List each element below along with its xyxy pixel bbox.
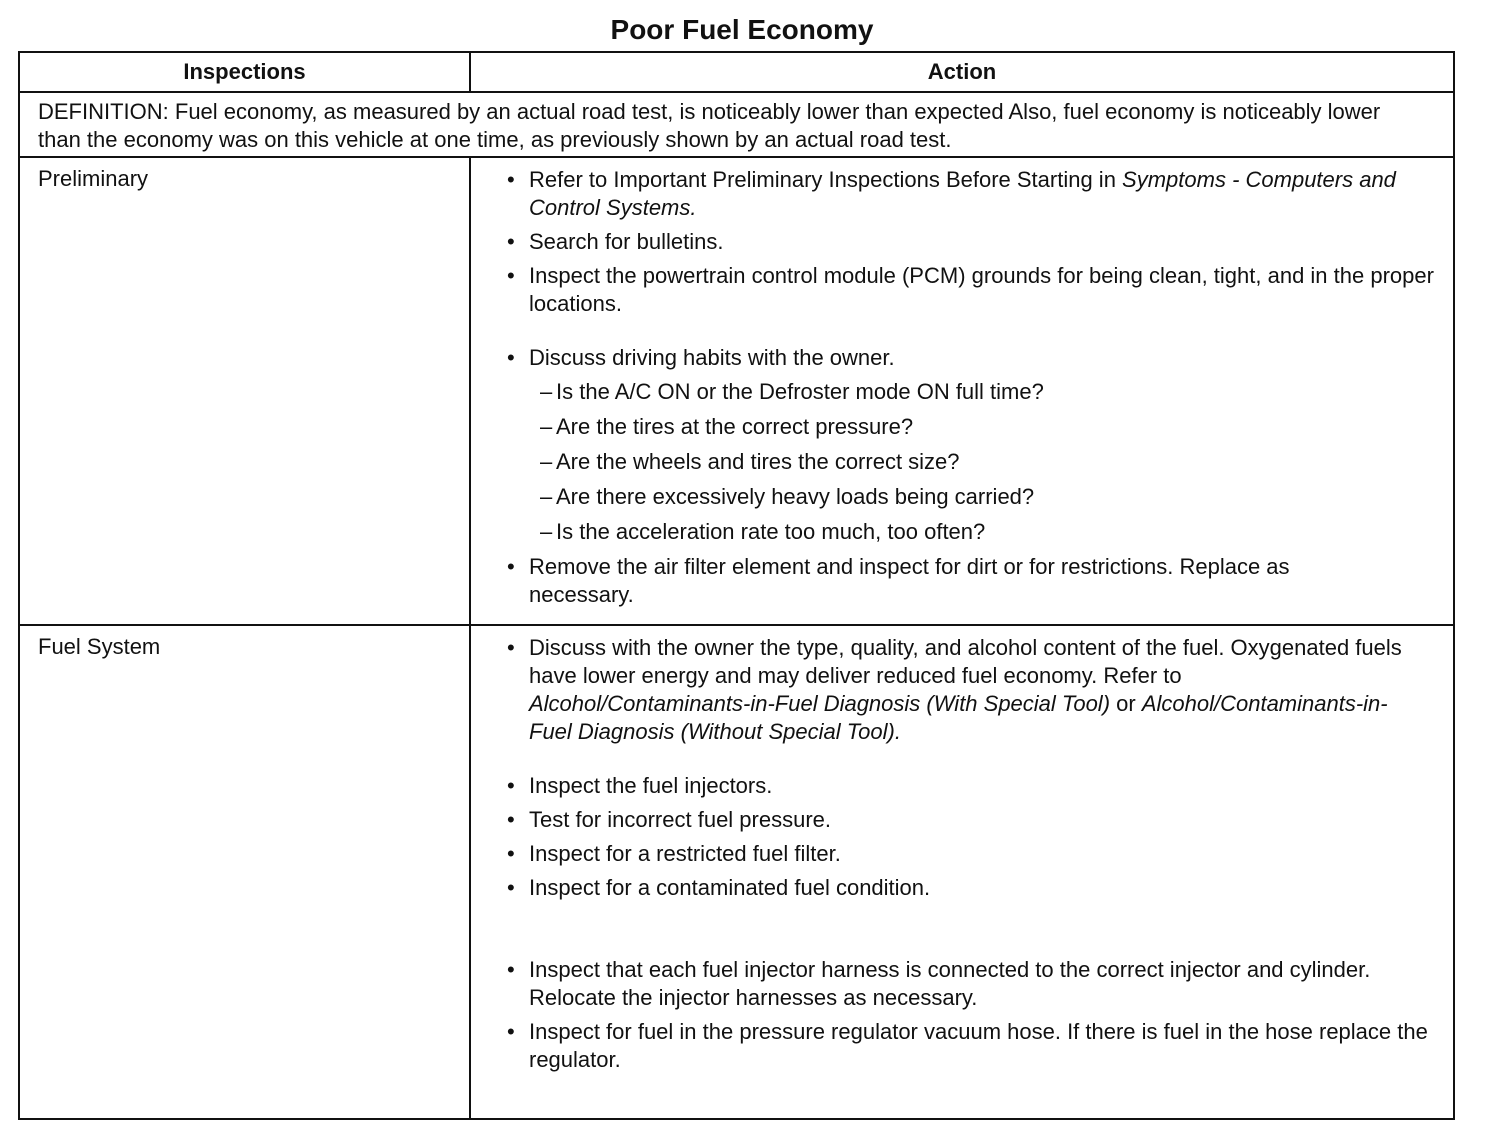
action-text: or [1110, 691, 1142, 716]
list-item: • Search for bulletins. [503, 228, 1443, 256]
sub-item: – Are the tires at the correct pressure? [503, 413, 1443, 441]
header-inspections: Inspections [183, 59, 306, 84]
diagnostic-table [18, 51, 1455, 1120]
list-item [503, 166, 1443, 222]
list-item: • Inspect for a restricted fuel filter. [503, 840, 1443, 868]
list-item: • Inspect for fuel in the pressure regulator vacuum hose. If there is fuel in the hose replace the regulator. [503, 1018, 1443, 1074]
column-divider [469, 158, 471, 624]
sub-item: – Are there excessively heavy loads being carried? [503, 483, 1443, 511]
action-list [503, 166, 1443, 615]
list-item: • Inspect the fuel injectors. [503, 772, 1443, 800]
inspection-label: Preliminary [38, 166, 149, 191]
table-row [20, 158, 1453, 626]
inspection-label: Fuel System [38, 634, 161, 659]
list-item: • Discuss driving habits with the owner. [503, 344, 1443, 372]
list-item: • Inspect the powertrain control module (PCM) grounds for being clean, tight, and in the proper locations. [503, 262, 1443, 318]
header-action: Action [927, 59, 997, 84]
column-divider [469, 626, 471, 1118]
list-item: • Test for incorrect fuel pressure. [503, 806, 1443, 834]
sub-item: – Are the wheels and tires the correct size? [503, 448, 1443, 476]
list-item: • Remove the air filter element and inspect for dirt or for restrictions. Replace as necessary. [503, 553, 1443, 609]
page-title: Poor Fuel Economy [610, 14, 874, 45]
action-text: Refer to Important Preliminary Inspections Before Starting in [529, 167, 1123, 192]
reference-link: Alcohol/Contaminants-in-Fuel Diagnosis (Without Special Tool). [529, 691, 1388, 744]
definition-text: DEFINITION: Fuel economy, as measured by an actual road test, is noticeably lower than expected Also, fuel economy is noticeably lower than the economy was on this vehicle at one time, as previously shown by an actual road test. [38, 99, 1381, 152]
list-item [503, 634, 1443, 746]
reference-link: Alcohol/Contaminants-in-Fuel Diagnosis (With Special Tool) [529, 691, 1111, 716]
sub-item: – Is the A/C ON or the Defroster mode ON full time? [503, 378, 1443, 406]
list-item: • Inspect that each fuel injector harness is connected to the correct injector and cylinder. Relocate the injector harnesses as necessary. [503, 956, 1443, 1012]
definition-row [20, 93, 1453, 158]
action-list [503, 634, 1443, 1080]
reference-link: Symptoms - Computers and Control Systems. [529, 167, 1396, 220]
sub-item: – Is the acceleration rate too much, too often? [503, 518, 1443, 546]
list-item: • Inspect for a contaminated fuel condition. [503, 874, 1443, 902]
action-text: Discuss with the owner the type, quality, and alcohol content of the fuel. Oxygenated fuels have lower energy and may deliver reduced fuel economy. Refer to [529, 635, 1402, 688]
table-header-row [20, 53, 1453, 93]
table-row [20, 626, 1453, 1118]
